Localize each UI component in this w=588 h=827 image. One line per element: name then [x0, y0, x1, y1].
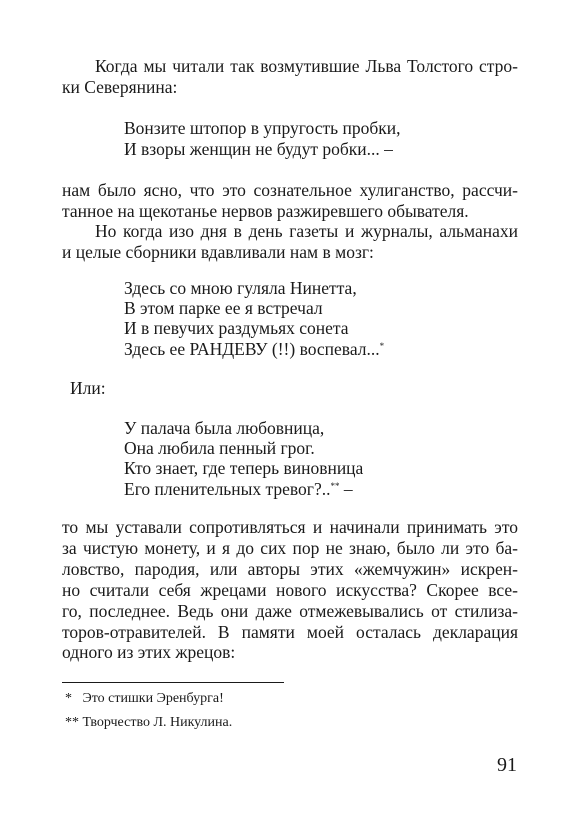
footnote: * Это стишки Эренбурга!	[65, 691, 224, 706]
text-line: Или:	[70, 378, 106, 398]
text-line: то мы уставали сопротивляться и начинали принимать это	[62, 517, 518, 537]
verse-line: И в певучих раздумьях сонета	[124, 318, 349, 338]
verse-line: Кто знает, где теперь виновница	[124, 458, 364, 478]
text-line: торов-отравителей. В памяти моей осталась декларация	[62, 622, 518, 642]
text-line: го, последнее. Ведь они даже отмежевывались от стилиза-	[62, 601, 518, 621]
verse-line: Вонзите штопор в упругость пробки,	[124, 118, 401, 138]
text-line: ки Северянина:	[62, 77, 178, 97]
text-line: Но когда изо дня в день газеты и журналы, альманахи	[95, 221, 518, 241]
text-line: Когда мы читали так возмутившие Льва Толстого стро-	[95, 56, 518, 76]
footnote-mark: **	[330, 481, 340, 491]
verse-line: И взоры женщин не будут робки... –	[124, 139, 393, 159]
verse-text: Его пленительных тревог?..	[124, 479, 331, 499]
footnote: ** Творчество Л. Никулина.	[65, 715, 233, 730]
text-line: и целые сборники вдавливали нам в мозг:	[62, 242, 374, 262]
text-line: танное на щекотанье нервов разжиревшего обывателя.	[62, 201, 469, 221]
dash: –	[339, 479, 353, 499]
verse-line: В этом парке ее я встречал	[124, 298, 323, 318]
verse-line	[124, 479, 353, 499]
text-line: за чистую монету, и я до сих пор не знаю, было ли это ба-	[62, 538, 518, 558]
footnote-mark: *	[379, 341, 385, 351]
text-line: ловство, пародия, или авторы этих «жемчужин» искрен-	[62, 559, 518, 579]
verse-line: Она любила пенный грог.	[124, 438, 315, 458]
page-number: 91	[497, 754, 517, 776]
text-line: нам было ясно, что это сознательное хулиганство, рассчи-	[62, 180, 518, 200]
verse-line: Здесь со мною гуляла Нинетта,	[124, 278, 357, 298]
verse-line: У палача была любовница,	[124, 418, 325, 438]
verse-text: Здесь ее РАНДЕВУ (!!) воспевал...	[124, 339, 380, 359]
verse-line	[124, 339, 384, 359]
text-line: но считали себя жрецами нового искусства? Скорее все-	[62, 580, 518, 600]
text-line: одного из этих жрецов:	[62, 642, 236, 662]
footnote-divider	[62, 682, 284, 683]
